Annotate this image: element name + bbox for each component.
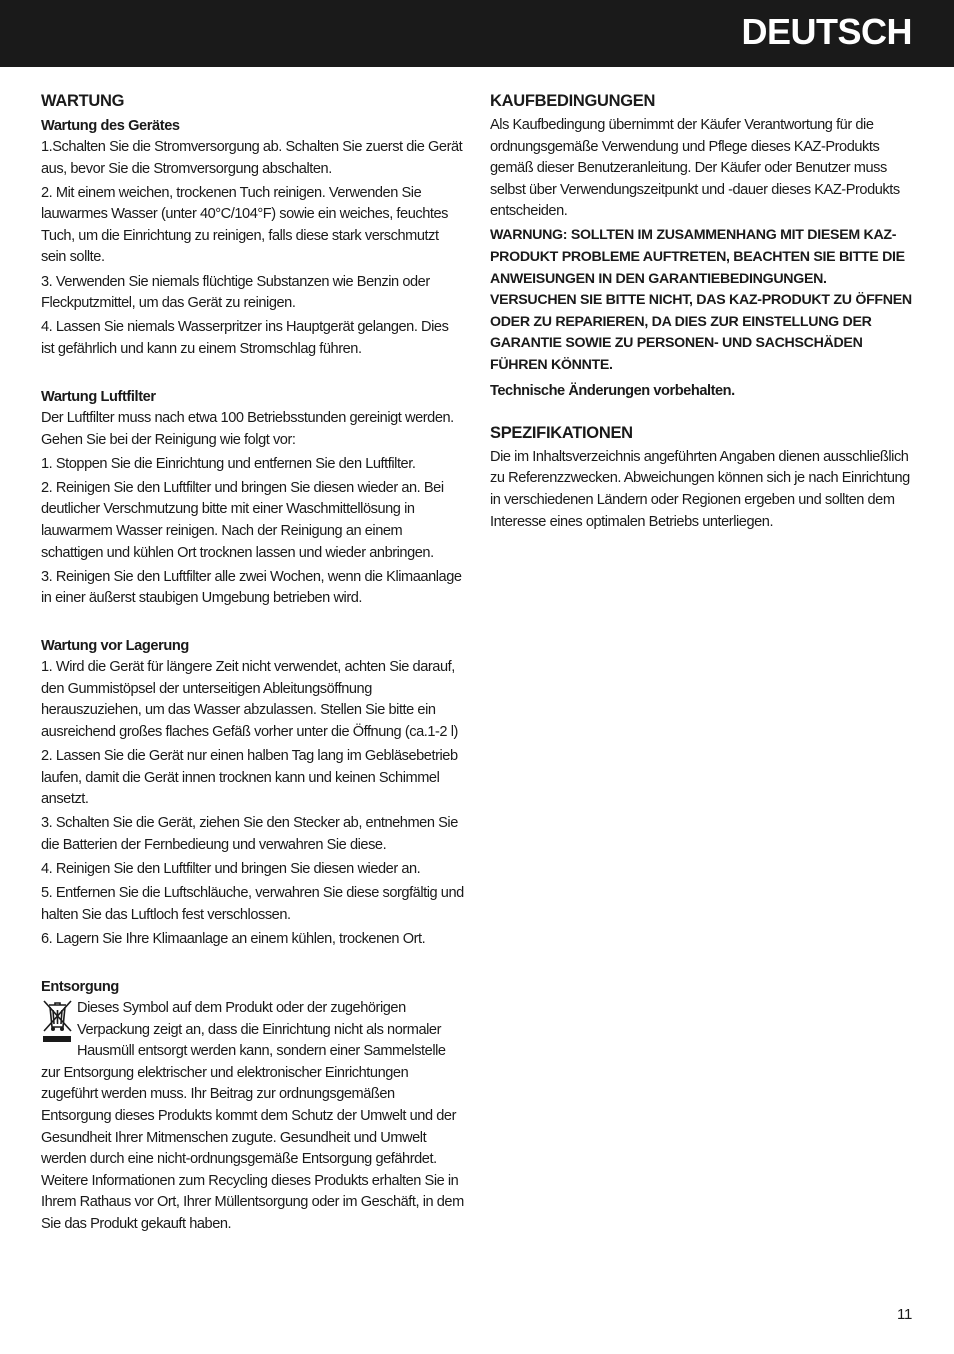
list-item: 2. Lassen Sie die Gerät nur einen halben Tag lang im Gebläsebetrieb laufen, damit die Gerät innen trocknen kann und keinen Schimmel ansetzt. [41, 748, 458, 808]
subsection-title-filter: Wartung Luftfilter [41, 388, 156, 405]
filter-intro: Der Luftfilter muss nach etwa 100 Betriebsstunden gereinigt werden. Gehen Sie bei der Reinigung wie folgt vor: [41, 409, 454, 448]
list-item: 2. Reinigen Sie den Luftfilter und bringen Sie diesen wieder an. Bei deutlicher Verschmutzung bitte mit einer Waschmittellösung in lauwarmem Wasser reinigen. Nach der Reinigung an einem schattigen und kühlen Ort trocknen lassen und wieder anbringen. [41, 479, 444, 561]
section-title-wartung: WARTUNG [41, 92, 125, 110]
subsection-title-storage: Wartung vor Lagerung [41, 638, 189, 655]
list-item: 1. Stoppen Sie die Einrichtung und entfernen Sie den Luftfilter. [41, 455, 416, 472]
weee-crossed-bin-icon [41, 998, 73, 1044]
subsection-title-device: Wartung des Gerätes [41, 118, 180, 134]
page-number: 11 [897, 1306, 912, 1323]
list-item: 4. Lassen Sie niemals Wasserpritzer ins Hauptgerät gelangen. Dies ist gefährlich und kann zu einem Stromschlag führen. [41, 319, 449, 357]
section-title-spezifikationen: SPEZIFIKATIONEN [490, 423, 633, 442]
left-column [41, 89, 465, 1238]
list-item: 3. Schalten Sie die Gerät, ziehen Sie den Stecker ab, entnehmen Sie die Batterien der Fernbedieung und verwahren Sie diese. [41, 815, 458, 854]
language-title: DEUTSCH [741, 11, 912, 52]
list-item: 5. Entfernen Sie die Luftschläuche, verwahren Sie diese sorgfältig und halten Sie das Luftloch fest verschlossen. [41, 885, 464, 923]
list-item: 3. Reinigen Sie den Luftfilter alle zwei Wochen, wenn die Klimaanlage in einer äußerst staubigen Umgebung betrieben wird. [41, 568, 462, 607]
header-bar [0, 0, 954, 67]
list-item: 4. Reinigen Sie den Luftfilter und bringen Sie diesen wieder an. [41, 861, 421, 878]
specs-text: Die im Inhaltsverzeichnis angeführten Angaben dienen ausschließlich zu Referenzzwecken. Abweichungen können sich je nach Einrichtung in verschiedenen Ländern oder Regionen ergeben und sollten dem Interesse eines optimalen Betriebs unterliegen. [490, 448, 910, 530]
warning-text: WARNUNG: SOLLTEN IM ZUSAMMENHANG MIT DIESEM KAZ-PRODUKT PROBLEME AUFTRETEN, BEACHTEN SIE BITTE DIE ANWEISUNGEN IN DEN GARANTIEBEDINGUNGEN. VERSUCHEN SIE BITTE NICHT, DAS KAZ-PRODUKT ZU ÖFFNEN ODER ZU REPARIEREN, DA DIES ZUR EINSTELLUNG DER GARANTIE SOWIE ZU PERSONEN- UND SACHSCHÄDEN FÜHREN KÖNNTE. [490, 227, 912, 374]
list-item: 1.Schalten Sie die Stromversorgung ab. Schalten Sie zuerst die Gerät aus, bevor Sie die Stromversorgung abschalten. [41, 139, 463, 177]
list-item: 6. Lagern Sie Ihre Klimaanlage an einem kühlen, trockenen Ort. [41, 930, 426, 947]
list-item: 3. Verwenden Sie niemals flüchtige Substanzen wie Benzin oder Fleckputzmittel, um das Gerät zu reinigen. [41, 273, 430, 312]
section-title-kaufbedingungen: KAUFBEDINGUNGEN [490, 92, 656, 110]
technical-note: Technische Änderungen vorbehalten. [490, 382, 735, 399]
disposal-block [41, 998, 465, 1236]
list-item: 1. Wird die Gerät für längere Zeit nicht verwendet, achten Sie darauf, den Gummistöpsel der unterseitigen Ableitungsöffnung herauszuziehen, um das Wasser abzulassen. Stellen Sie bitte ein ausreichend großes flaches Gefäß vorher unter die Öffnung (ca.1-2 l) [41, 659, 458, 741]
disposal-text: Dieses Symbol auf dem Produkt oder der zugehörigen Verpackung zeigt an, dass die Einrichtung nicht als normaler Hausmüll entsorgt werden kann, sondern einer Sammelstelle zur Entsorgung elektrischer und elektronischer Einrichtungen zugeführt werden muss. Ihr Beitrag zur ordnungsgemäßen Entsorgung dieses Produkts kommt dem Schutz der Umwelt und der Gesundheit Ihrer Mitmenschen zugute. Gesundheit und Umwelt werden durch eine nicht-ordnungsgemäße Entsorgung gefährdet. Weitere Informationen zum Recycling dieses Produkts erhalten Sie in Ihrem Rathaus vor Ort, Ihrer Müllentsorgung oder im Geschäft, in dem Sie das Produkt gekauft haben. [41, 1000, 464, 1232]
purchase-text: Als Kaufbedingung übernimmt der Käufer Verantwortung für die ordnungsgemäße Verwendung und Pflege dieses KAZ-Produkts gemäß dieser Benutzeranleitung. Der Käufer oder Benutzer muss selbst über Verwendungszeitpunkt und -dauer dieses KAZ-Produkts entscheiden. [490, 117, 900, 220]
right-column [490, 89, 914, 536]
subsection-title-disposal: Entsorgung [41, 979, 119, 995]
list-item: 2. Mit einem weichen, trockenen Tuch reinigen. Verwenden Sie lauwarmes Wasser (unter 40°C/104°F) sowie ein weiches, feuchtes Tuch, um die Einrichtung zu reinigen, falls diese stark verschmutzt sein sollte. [41, 184, 448, 266]
